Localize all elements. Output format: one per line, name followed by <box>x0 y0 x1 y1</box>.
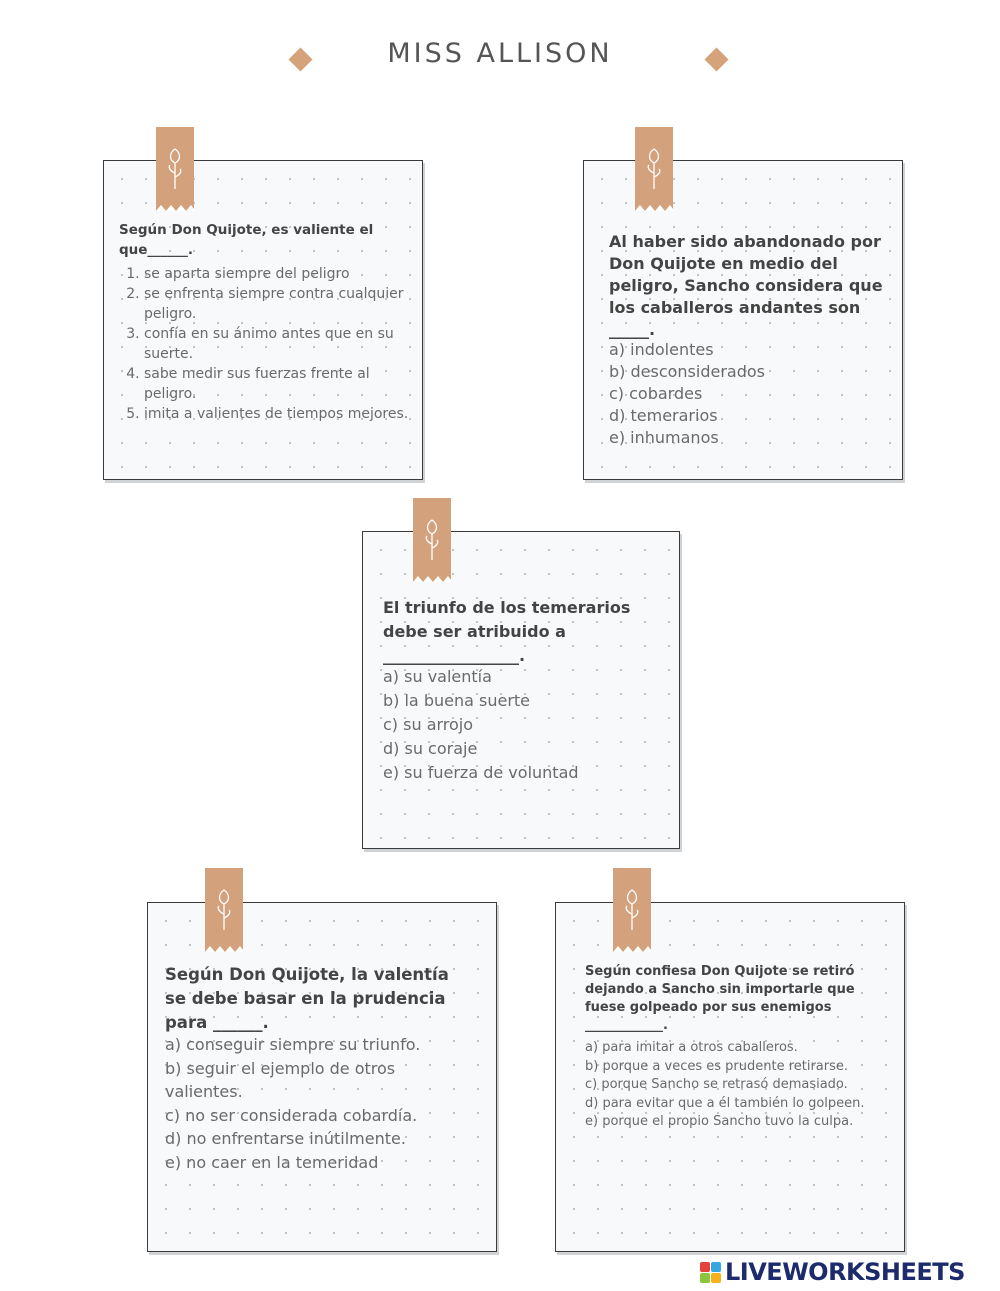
question-card-1 <box>103 160 423 480</box>
option[interactable]: b) la buena suerte <box>383 691 531 710</box>
option[interactable]: d) su coraje <box>383 739 478 758</box>
question-card-4 <box>147 902 497 1252</box>
flower-icon <box>205 868 243 952</box>
washi-tape <box>413 498 451 582</box>
flower-icon <box>413 498 451 582</box>
question-text: Al haber sido abandonado por Don Quijote en medio del peligro, Sancho considera que los caballeros andantes son _____. <box>609 232 883 339</box>
question-card-5 <box>555 902 905 1252</box>
option[interactable]: c) su arrojo <box>383 715 474 734</box>
option[interactable]: a) su valentía <box>383 667 492 686</box>
option[interactable]: e) su fuerza de voluntad <box>383 763 579 782</box>
question-text: Según confiesa Don Quijote se retiró dejando a Sancho sin importarle que fuese golpeado por sus enemigos ____________. <box>585 964 855 1033</box>
option[interactable]: 4. sabe medir sus fuerzas frente al peligro. <box>144 364 424 404</box>
option[interactable]: b) seguir el ejemplo de otros valientes. <box>165 1058 396 1101</box>
question-card-2 <box>583 160 903 480</box>
washi-tape <box>635 127 673 211</box>
option[interactable]: c) porque Sancho se retrasó demasiado. <box>585 1077 848 1092</box>
option[interactable]: 1. se aparta siempre del peligro <box>144 264 424 284</box>
option[interactable]: 5. imita a valientes de tiempos mejores. <box>144 404 424 424</box>
option[interactable]: a) conseguir siempre su triunfo. <box>165 1035 421 1054</box>
option[interactable]: b) desconsiderados <box>609 362 765 381</box>
washi-tape <box>156 127 194 211</box>
option[interactable]: e) inhumanos <box>609 428 719 447</box>
option[interactable]: d) no enfrentarse inútilmente. <box>165 1129 406 1148</box>
page-title: MISS ALLISON <box>387 38 613 69</box>
brand-name: LIVEWORKSHEETS <box>725 1258 965 1286</box>
question-text: Según Don Quijote, es valiente el que______. <box>119 222 374 258</box>
option[interactable]: c) cobardes <box>609 384 703 403</box>
option[interactable]: 3. confía en su ánimo antes que en su suerte. <box>144 324 424 364</box>
washi-tape <box>205 868 243 952</box>
question-text: Según Don Quijote, la valentía se debe basar en la prudencia para ______. <box>165 965 449 1032</box>
question-card-3 <box>362 531 680 849</box>
washi-tape <box>613 868 651 952</box>
flower-icon <box>156 127 194 211</box>
logo-squares-icon <box>700 1262 721 1283</box>
option[interactable]: 2. se enfrenta siempre contra cualquier peligro. <box>144 284 424 324</box>
question-text: El triunfo de los temerarios debe ser atribuido a _________________. <box>383 598 631 665</box>
option[interactable]: a) indolentes <box>609 340 714 359</box>
option[interactable]: e) no caer en la temeridad <box>165 1152 379 1172</box>
option[interactable]: d) para evitar que a él también lo golpeen. <box>585 1095 865 1111</box>
option[interactable]: b) porque a veces es prudente retirarse. <box>585 1058 849 1074</box>
options-list <box>609 339 765 449</box>
option[interactable]: d) temerarios <box>609 406 718 425</box>
flower-icon <box>635 127 673 211</box>
flower-icon <box>613 868 651 952</box>
liveworksheets-logo[interactable] <box>700 1258 965 1286</box>
options-list <box>383 665 579 785</box>
options-list <box>165 1033 465 1174</box>
option[interactable]: a) para imitar a otros caballeros. <box>585 1040 798 1055</box>
options-list <box>118 264 424 424</box>
option[interactable]: e) porque el propio Sancho tuvo la culpa. <box>585 1114 854 1129</box>
options-list <box>585 1039 875 1132</box>
option[interactable]: c) no ser considerada cobardía. <box>165 1105 418 1125</box>
